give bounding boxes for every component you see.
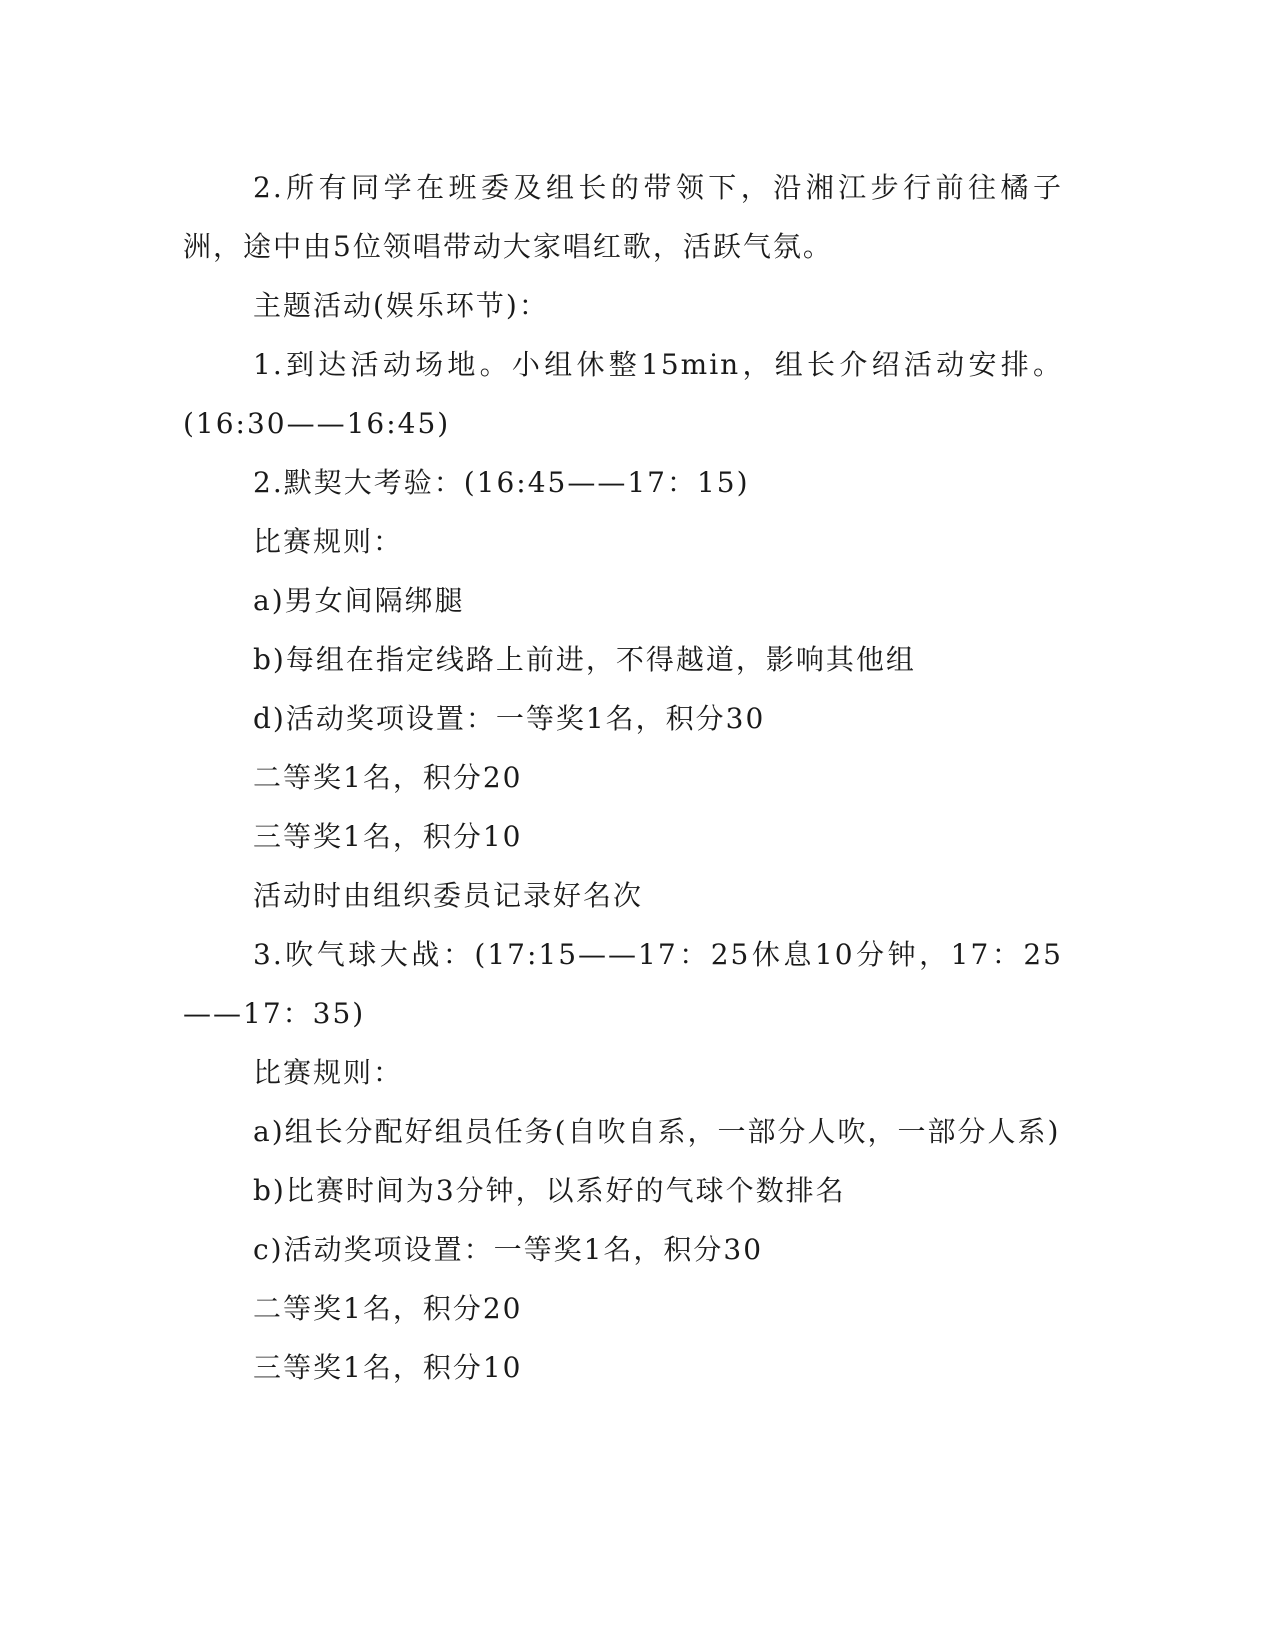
paragraph-rule-b-1: b)每组在指定线路上前进，不得越道，影响其他组 [253,643,916,676]
paragraph-second-prize-1: 二等奖1名，积分20 [253,761,523,794]
paragraph-balloon-battle-heading: 3.吹气球大战：(17:15——17：25休息10分钟，17：25——17：35) [183,938,1063,1030]
paragraph-third-prize-1: 三等奖1名，积分10 [253,820,523,853]
document-body [183,158,1063,1397]
paragraph-theme-activity-heading: 主题活动(娱乐环节)： [253,289,549,322]
paragraph-rule-d-awards-1: d)活动奖项设置：一等奖1名，积分30 [253,702,766,735]
paragraph-second-prize-2: 二等奖1名，积分20 [253,1292,523,1325]
paragraph-rule-b-2: b)比赛时间为3分钟，以系好的气球个数排名 [253,1174,846,1207]
paragraph-rules-heading-2: 比赛规则： [253,1056,404,1089]
paragraph-march-route: 2.所有同学在班委及组长的带领下，沿湘江步行前往橘子洲，途中由5位领唱带动大家唱红歌，活跃气氛。 [183,171,1063,263]
paragraph-arrival-rest: 1.到达活动场地。小组休整15min，组长介绍活动安排。(16:30——16:45) [183,348,1063,440]
paragraph-rule-a-1: a)男女间隔绑腿 [253,584,465,617]
paragraph-record-ranking: 活动时由组织委员记录好名次 [253,879,644,912]
paragraph-tacit-test-heading: 2.默契大考验：(16:45——17：15) [253,466,750,499]
paragraph-third-prize-2: 三等奖1名，积分10 [253,1351,523,1384]
paragraph-rules-heading-1: 比赛规则： [253,525,404,558]
paragraph-rule-a-2: a)组长分配好组员任务(自吹自系，一部分人吹，一部分人系) [253,1115,1061,1148]
paragraph-rule-c-awards-2: c)活动奖项设置：一等奖1名，积分30 [253,1233,764,1266]
